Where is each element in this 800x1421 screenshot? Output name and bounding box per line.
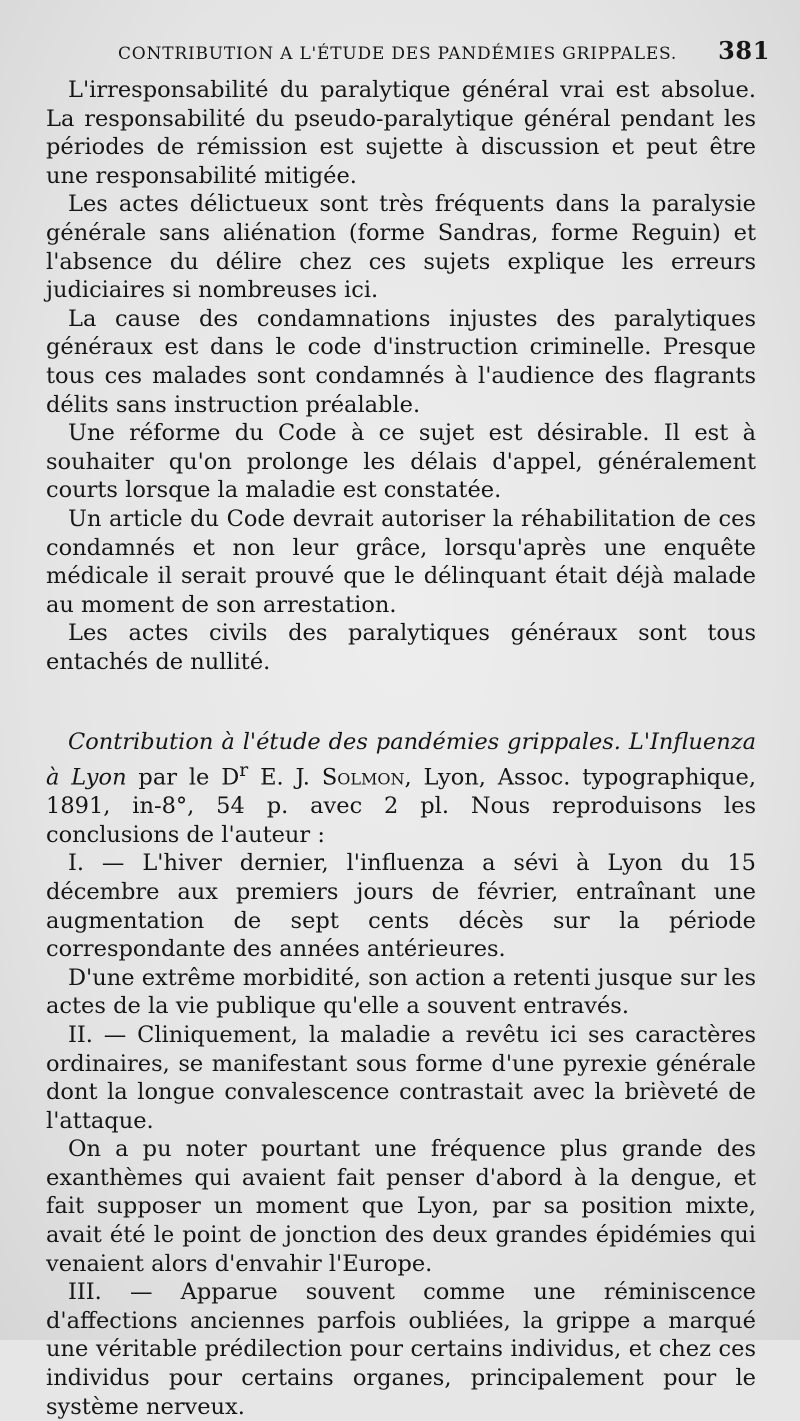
review-subtitle: L'Influenza à Lyon (46, 729, 757, 791)
section-gap (46, 676, 756, 728)
page-number: 381 (718, 36, 770, 65)
review-by: par le D (138, 764, 240, 791)
running-title: CONTRIBUTION A L'ÉTUDE DES PANDÉMIES GRIPPALES. (118, 44, 678, 64)
review-paragraph (46, 728, 756, 849)
conclusion-paragraph: III. — Apparue souvent comme une réminiscence d'affections anciennes parfois oubliées, la grippe a marqué une véritable prédilection pour certains individus, et chez ces individus pour certains organes, principalement pour le système nerveux. (46, 1279, 756, 1420)
paragraph: L'irresponsabilité du paralytique général vrai est absolue. La responsabilité du pseudo-paralytique général pendant les périodes de rémission est sujette à discussion et peut être une responsabilité mitigée. (46, 77, 756, 189)
conclusion-paragraph: I. — L'hiver dernier, l'influenza a sévi à Lyon du 15 décembre aux premiers jours de février, entraînant une augmentation de sept cents décès sur la période correspondante des années antérieures. (46, 850, 756, 963)
paragraph: Un article du Code devrait autoriser la réhabilitation de ces condamnés et non leur grâce, lorsqu'après une enquête médicale il serait prouvé que le délinquant était déjà malade au moment de son arrestation. (46, 505, 756, 618)
conclusion-paragraph: D'une extrême morbidité, son action a retenti jusque sur les actes de la vie publique qu'elle a souvent entravés. (46, 964, 756, 1020)
paragraph: La cause des condamnations injustes des paralytiques généraux est dans le code d'instruction criminelle. Presque tous ces malades sont condamnés à l'audience des flagrants délits sans instruction préalable. (46, 305, 756, 418)
review-author-initials: E. J. (260, 764, 310, 791)
review-author-name: Solmon (321, 764, 405, 791)
conclusion-paragraph: II. — Cliniquement, la maladie a revêtu ici ses caractères ordinaires, se manifestant sous forme d'une pyrexie générale dont la longue convalescence contrastait avec la brièveté de l'attaque. (46, 1021, 756, 1134)
running-header (118, 36, 770, 70)
review-title: Contribution à l'étude des pandémies grippales. (68, 729, 621, 756)
page-body (46, 76, 756, 1421)
review-rest: , Lyon, Assoc. typographique, 1891, in-8°, 54 p. avec 2 pl. Nous reproduisons les conclusions de l'auteur : (46, 764, 756, 848)
paragraph: Les actes civils des paralytiques généraux sont tous entachés de nullité. (46, 620, 756, 675)
review-by-superscript: r (239, 760, 249, 782)
conclusion-paragraph: On a pu noter pourtant une fréquence plus grande des exanthèmes qui avaient fait penser d'abord à la dengue, et fait supposer un moment que Lyon, par sa position mixte, avait été le point de jonction des deux grandes épidémies qui venaient alors d'envahir l'Europe. (46, 1136, 756, 1277)
paragraph: Une réforme du Code à ce sujet est désirable. Il est à souhaiter qu'on prolonge les délais d'appel, généralement courts lorsque la maladie est constatée. (46, 420, 756, 504)
paragraph: Les actes délictueux sont très fréquents dans la paralysie générale sans aliénation (forme Sandras, forme Reguin) et l'absence du délire chez ces sujets explique les erreurs judiciaires si nombreuses ici. (46, 191, 756, 304)
